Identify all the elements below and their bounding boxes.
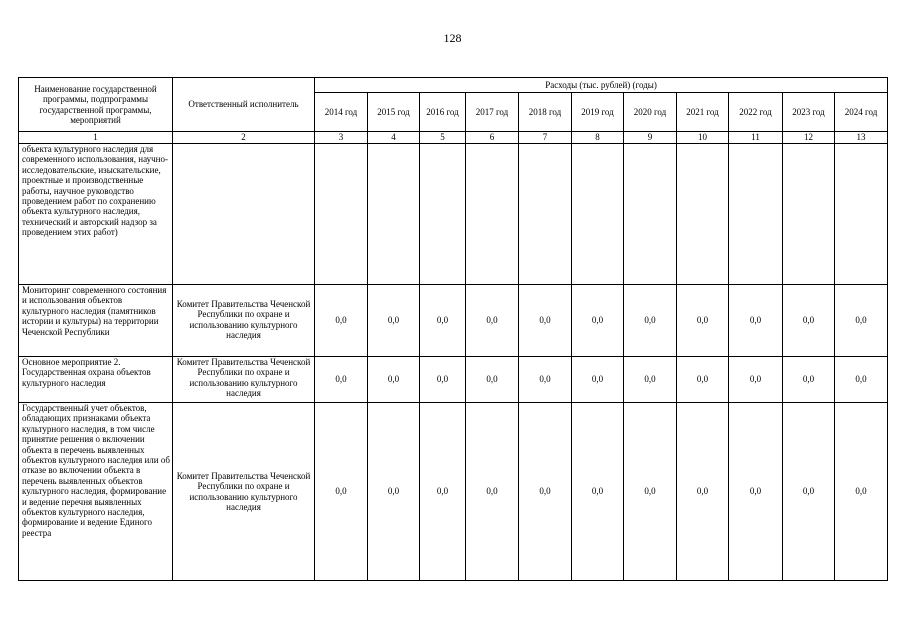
value-cell: 0,0 [315, 357, 368, 403]
value-cell [420, 144, 466, 285]
value-cell: 0,0 [315, 285, 368, 357]
year-header: 2021 год [677, 93, 729, 132]
budget-table [18, 77, 888, 581]
value-cell: 0,0 [572, 403, 624, 581]
value-cell: 0,0 [572, 285, 624, 357]
column-number: 2 [173, 132, 315, 144]
value-cell [783, 144, 835, 285]
column-number-row [19, 132, 888, 144]
value-cell: 0,0 [783, 403, 835, 581]
activity-name-cell: Государственный учет объектов, обладающих признаками объекта культурного наследия, в том числе принятие решения о включении объекта в перечень выявленных объектов культурного наследия или об отказе во включении объекта в перечень выявленных объектов культурного наследия, формирование и ведение перечня выявленных объектов культурного наследия, формирование и ведение Единого реестра [19, 403, 173, 581]
header-responsible-cell: Ответственный исполнитель [173, 78, 315, 132]
column-number: 1 [19, 132, 173, 144]
value-cell: 0,0 [466, 285, 519, 357]
value-cell [519, 144, 572, 285]
header-name-cell: Наименование государственной программы, подпрограммы государственной программы, мероприятий [19, 78, 173, 132]
column-number: 10 [677, 132, 729, 144]
value-cell: 0,0 [466, 403, 519, 581]
table-row [19, 357, 888, 403]
column-number: 5 [420, 132, 466, 144]
value-cell: 0,0 [368, 285, 420, 357]
activity-name-cell: Мониторинг современного состояния и использования объектов культурного наследия (памятников истории и культуры) на территории Чеченской Республики [19, 285, 173, 357]
value-cell: 0,0 [729, 357, 783, 403]
column-number: 6 [466, 132, 519, 144]
column-number: 8 [572, 132, 624, 144]
activity-name-cell: Основное мероприятие 2. Государственная охрана объектов культурного наследия [19, 357, 173, 403]
table-row [19, 144, 888, 285]
year-header: 2014 год [315, 93, 368, 132]
value-cell: 0,0 [677, 285, 729, 357]
value-cell: 0,0 [368, 403, 420, 581]
value-cell: 0,0 [729, 285, 783, 357]
column-number: 12 [783, 132, 835, 144]
value-cell: 0,0 [519, 285, 572, 357]
page-number: 128 [443, 31, 462, 45]
responsible-cell: Комитет Правительства Чеченской Республики по охране и использованию культурного наследия [173, 357, 315, 403]
column-number: 11 [729, 132, 783, 144]
column-number: 3 [315, 132, 368, 144]
value-cell: 0,0 [315, 403, 368, 581]
year-header: 2017 год [466, 93, 519, 132]
activity-name-cell: объекта культурного наследия для современного использования, научно-исследовательские, изыскательские, проектные и производственные работы, научное руководство проведением работ по сохранению объекта культурного наследия, технический и авторский надзор за проведением этих работ) [19, 144, 173, 285]
value-cell: 0,0 [729, 403, 783, 581]
value-cell [572, 144, 624, 285]
value-cell: 0,0 [572, 357, 624, 403]
value-cell [368, 144, 420, 285]
value-cell: 0,0 [624, 403, 677, 581]
value-cell: 0,0 [420, 357, 466, 403]
value-cell: 0,0 [466, 357, 519, 403]
value-cell: 0,0 [624, 285, 677, 357]
year-header: 2019 год [572, 93, 624, 132]
table-row [19, 285, 888, 357]
value-cell [677, 144, 729, 285]
value-cell: 0,0 [783, 285, 835, 357]
header-row-top [19, 78, 888, 93]
year-header: 2015 год [368, 93, 420, 132]
year-header: 2024 год [835, 93, 888, 132]
year-header: 2020 год [624, 93, 677, 132]
value-cell: 0,0 [677, 403, 729, 581]
header-expenses-cell: Расходы (тыс. рублей) (годы) [315, 78, 888, 93]
value-cell [729, 144, 783, 285]
column-number: 7 [519, 132, 572, 144]
value-cell: 0,0 [368, 357, 420, 403]
year-header: 2016 год [420, 93, 466, 132]
value-cell [315, 144, 368, 285]
year-header: 2022 год [729, 93, 783, 132]
responsible-cell: Комитет Правительства Чеченской Республики по охране и использованию культурного наследия [173, 285, 315, 357]
value-cell: 0,0 [420, 285, 466, 357]
responsible-cell [173, 144, 315, 285]
value-cell: 0,0 [835, 357, 888, 403]
table-row [19, 403, 888, 581]
year-header: 2023 год [783, 93, 835, 132]
value-cell [466, 144, 519, 285]
year-header: 2018 год [519, 93, 572, 132]
column-number: 13 [835, 132, 888, 144]
value-cell: 0,0 [420, 403, 466, 581]
value-cell: 0,0 [624, 357, 677, 403]
value-cell: 0,0 [835, 403, 888, 581]
value-cell: 0,0 [519, 357, 572, 403]
column-number: 4 [368, 132, 420, 144]
column-number: 9 [624, 132, 677, 144]
value-cell: 0,0 [677, 357, 729, 403]
value-cell: 0,0 [783, 357, 835, 403]
value-cell: 0,0 [519, 403, 572, 581]
value-cell [835, 144, 888, 285]
value-cell [624, 144, 677, 285]
responsible-cell: Комитет Правительства Чеченской Республики по охране и использованию культурного наследия [173, 403, 315, 581]
value-cell: 0,0 [835, 285, 888, 357]
